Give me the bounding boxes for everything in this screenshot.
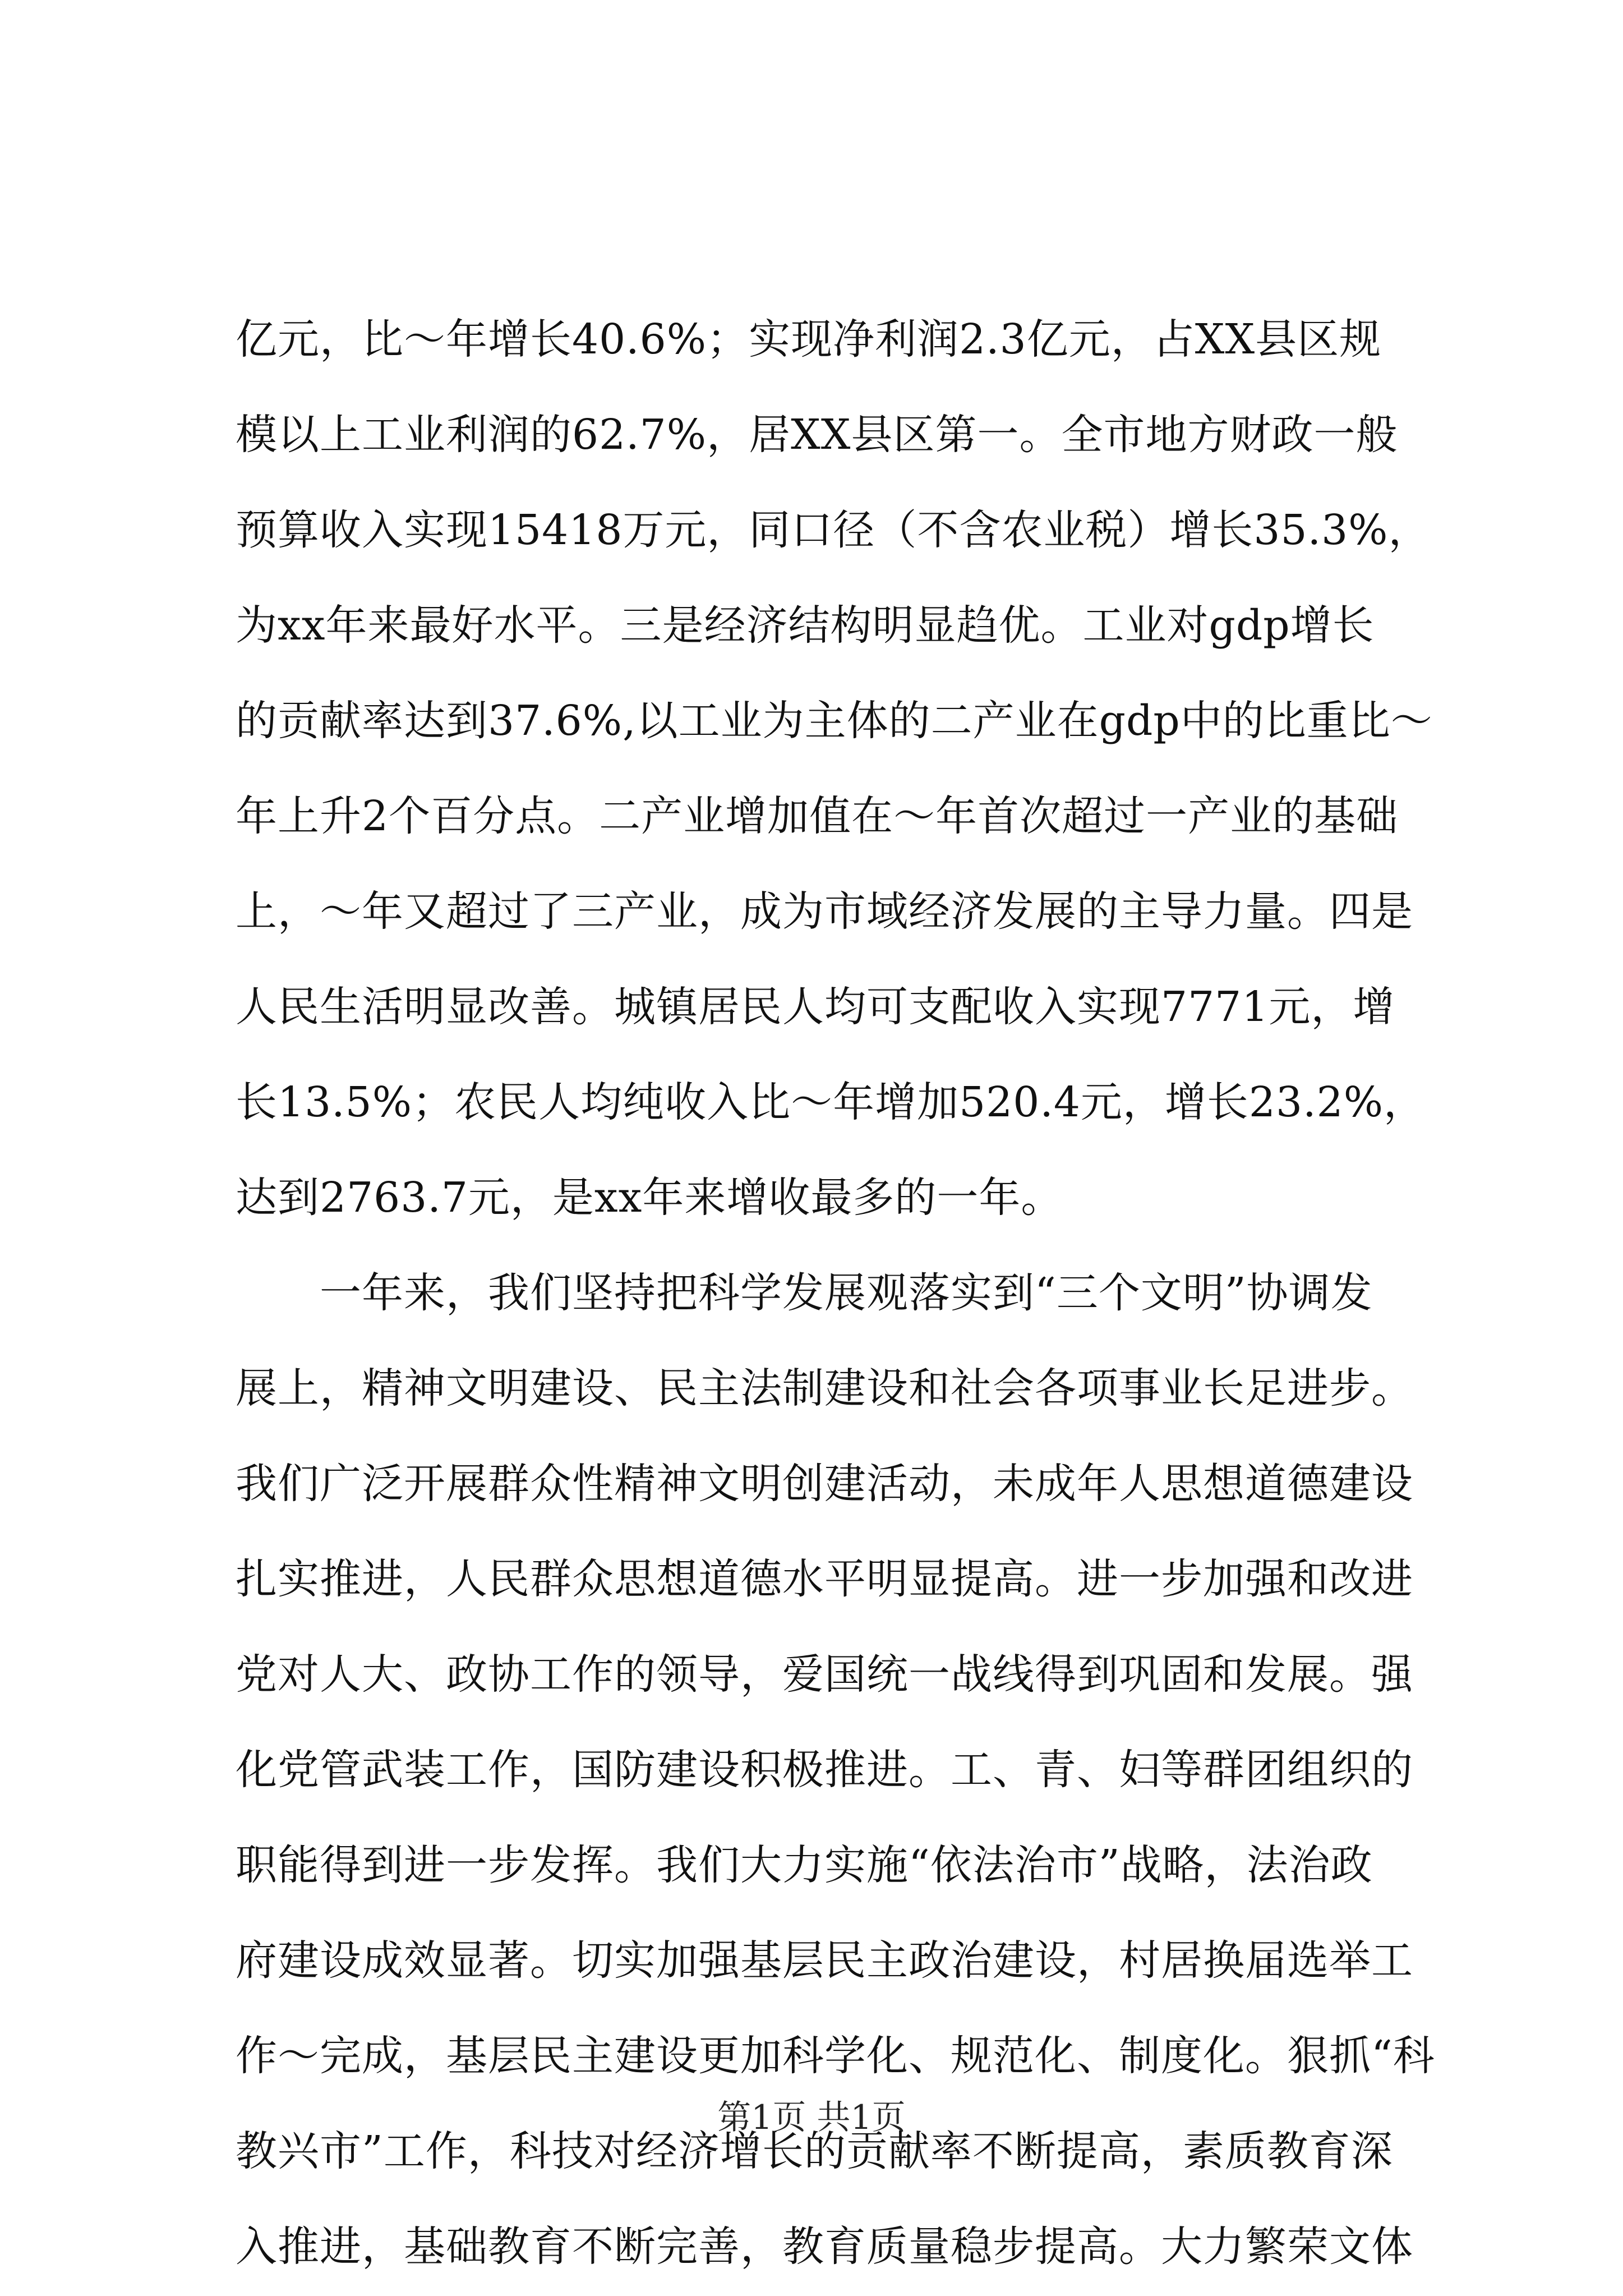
text-line: 入推进，基础教育不断完善，教育质量稳步提高。大力繁荣文体 (236, 2223, 1413, 2271)
text-line: 上，～年又超过了三产业，成为市域经济发展的主导力量。四是 (236, 887, 1413, 936)
text-line: 党对人大、政协工作的领导，爱国统一战线得到巩固和发展。强 (236, 1650, 1413, 1699)
text-line: 长13.5%；农民人均纯收入比～年增加520.4元，增长23.2%， (236, 1078, 1426, 1126)
text-line: 达到2763.7元，是xx年来增收最多的一年。 (236, 1174, 1063, 1222)
text-line: 扎实推进，人民群众思想道德水平明显提高。进一步加强和改进 (236, 1555, 1413, 1603)
text-line: 为xx年来最好水平。三是经济结构明显趋优。工业对gdp增长 (236, 601, 1375, 650)
text-line: 一年来，我们坚持把科学发展观落实到“三个文明”协调发 (236, 1269, 1373, 1317)
text-line: 预算收入实现15418万元，同口径（不含农业税）增长35.3%， (236, 506, 1431, 554)
text-line: 作～完成，基层民主建设更加科学化、规范化、制度化。狠抓“科 (236, 2032, 1435, 2080)
body-text (236, 292, 1435, 2294)
text-line: 化党管武装工作，国防建设积极推进。工、青、妇等群团组织的 (236, 1746, 1413, 1794)
text-line: 教兴市”工作，科技对经济增长的贡献率不断提高，素质教育深 (236, 2127, 1393, 2175)
text-line: 职能得到进一步发挥。我们大力实施“依法治市”战略，法治政 (236, 1841, 1373, 1889)
text-line: 我们广泛开展群众性精神文明创建活动，未成年人思想道德建设 (236, 1460, 1413, 1508)
text-line: 年上升2个百分点。二产业增加值在～年首次超过一产业的基础 (236, 792, 1399, 840)
text-line: 的贡献率达到37.6%,以工业为主体的二产业在gdp中的比重比～ (236, 697, 1433, 745)
text-line: 展上，精神文明建设、民主法制建设和社会各项事业长足进步。 (236, 1364, 1413, 1412)
text-line: 人民生活明显改善。城镇居民人均可支配收入实现7771元，增 (236, 983, 1395, 1031)
page-footer (0, 2092, 1623, 2143)
text-line: 模以上工业利润的62.7%，居XX县区第一。全市地方财政一般 (236, 411, 1398, 459)
text-line: 亿元，比～年增长40.6%；实现净利润2.3亿元，占XX县区规 (236, 315, 1382, 364)
text-line: 府建设成效显著。切实加强基层民主政治建设，村居换届选举工 (236, 1936, 1413, 1985)
page-number-label: 第1页 共1页 (717, 2098, 906, 2137)
